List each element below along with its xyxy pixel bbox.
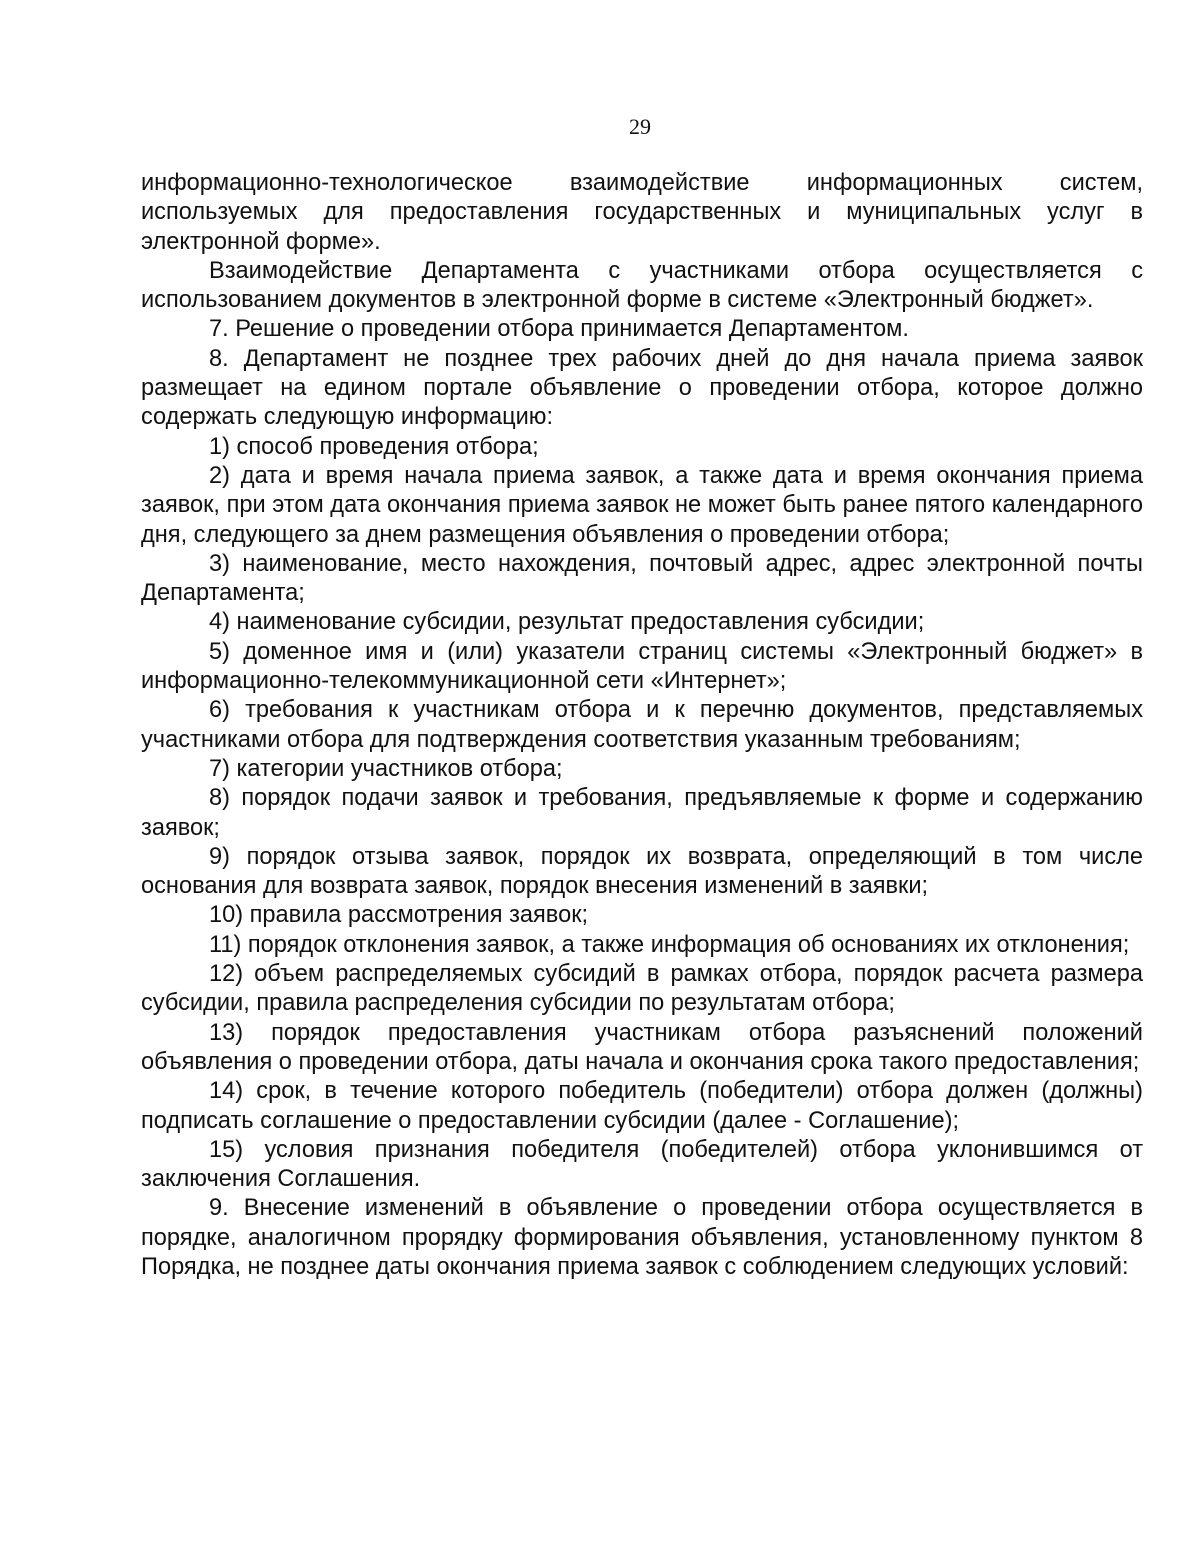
page-number: 29 <box>629 114 651 139</box>
paragraph: информационно-технологическое взаимодействие информационных систем, используемых для предоставления государственных и муниципальных услуг в электронной форме». <box>141 170 1143 255</box>
list-item: 11) порядок отклонения заявок, а также информация об основаниях их отклонения; <box>209 931 1130 958</box>
list-item: 4) наименование субсидии, результат предоставления субсидии; <box>209 609 925 636</box>
list-item: 5) доменное имя и (или) указатели страниц системы «Электронный бюджет» в информационно-телекоммуникационной сети «Интернет»; <box>141 638 1143 695</box>
list-item: 2) дата и время начала приема заявок, а также дата и время окончания приема заявок, при этом дата окончания приема заявок не может быть ранее пятого календарного дня, следующего за днем размещения объявления о проведении отбора; <box>141 462 1143 548</box>
paragraph: 8. Департамент не позднее трех рабочих дней до дня начала приема заявок размещает на едином портале объявление о проведении отбора, которое должно содержать следующую информацию: <box>141 345 1143 431</box>
list-item: 3) наименование, место нахождения, почтовый адрес, адрес электронной почты Департамента; <box>141 550 1143 607</box>
list-item: 10) правила рассмотрения заявок; <box>209 902 589 929</box>
document-body <box>141 169 1143 1282</box>
list-item: 6) требования к участникам отбора и к перечню документов, представляемых участниками отбора для подтверждения соответствия указанным требованиям; <box>141 697 1143 753</box>
list-item: 14) срок, в течение которого победитель (победители) отбора должен (должны) подписать соглашение о предоставлении субсидии (далее - Соглашение); <box>141 1078 1143 1134</box>
list-item: 7) категории участников отбора; <box>209 755 563 782</box>
list-item: 9) порядок отзыва заявок, порядок их возврата, определяющий в том числе основания для возврата заявок, порядок внесения изменений в заявки; <box>141 843 1143 900</box>
list-item: 12) объем распределяемых субсидий в рамках отбора, порядок расчета размера субсидии, правила распределения субсидии по результатам отбора; <box>141 961 1143 1017</box>
paragraph: 7. Решение о проведении отбора принимается Департаментом. <box>209 316 909 343</box>
list-item: 8) порядок подачи заявок и требования, предъявляемые к форме и содержанию заявок; <box>141 785 1143 841</box>
list-item: 15) условия признания победителя (победителей) отбора уклонившимся от заключения Соглашения. <box>141 1136 1143 1193</box>
paragraph: 9. Внесение изменений в объявление о проведении отбора осуществляется в порядке, аналогичном прорядку формирования объявления, установленному пунктом 8 Порядка, не позднее даты окончания приема заявок с соблюдением следующих условий: <box>141 1195 1143 1280</box>
paragraph: Взаимодействие Департамента с участниками отбора осуществляется с использованием документов в электронной форме в системе «Электронный бюджет». <box>141 257 1143 314</box>
list-item: 13) порядок предоставления участникам отбора разъяснений положений объявления о проведении отбора, даты начала и окончания срока такого предоставления; <box>141 1019 1143 1075</box>
list-item: 1) способ проведения отбора; <box>209 433 539 460</box>
